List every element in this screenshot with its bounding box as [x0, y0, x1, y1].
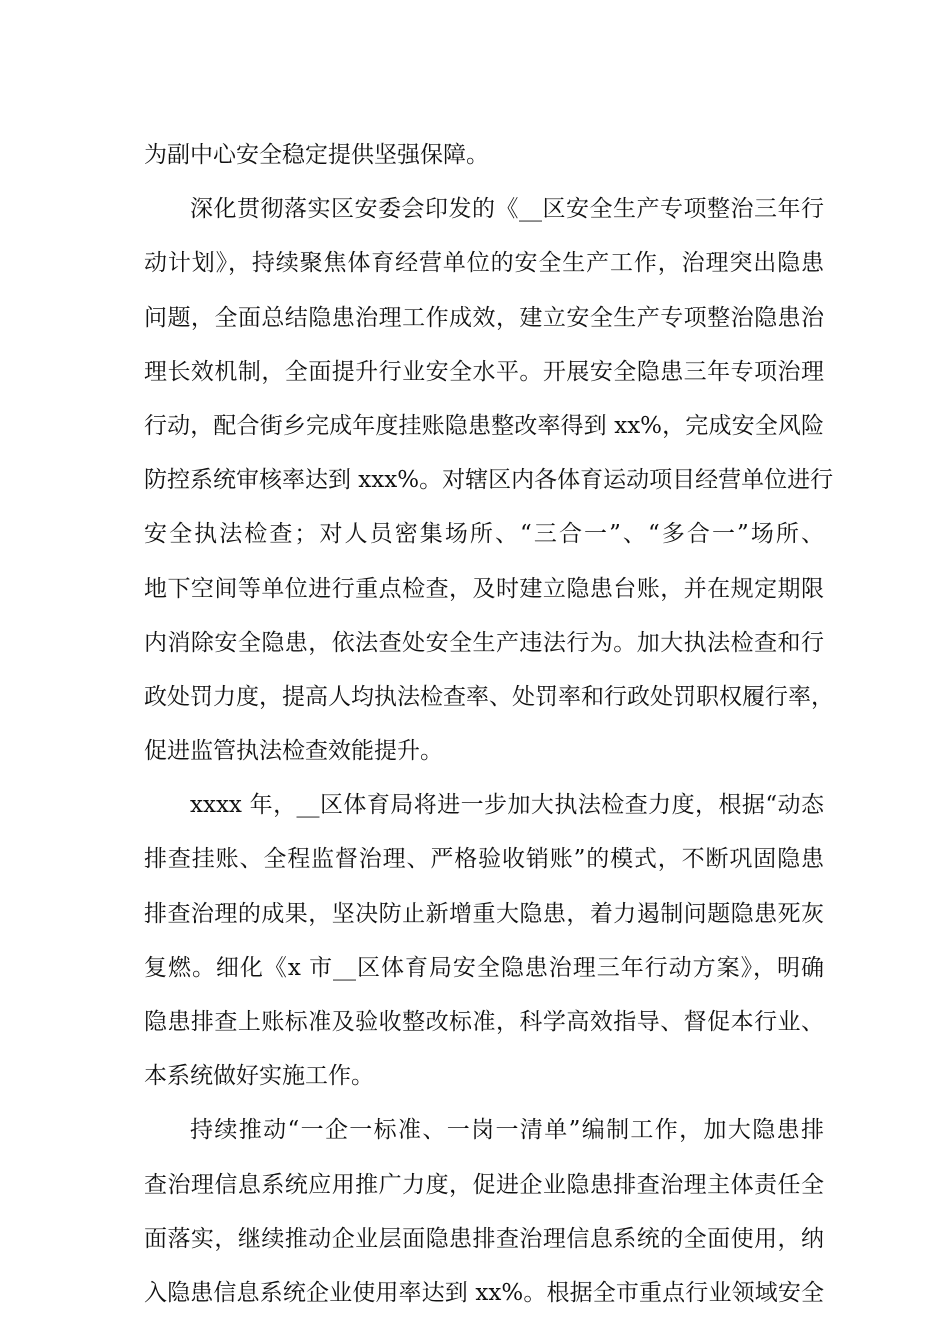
text-line: 入隐患信息系统企业使用率达到 xx%。根据全市重点行业领域安全 [144, 1279, 824, 1306]
text-line: 促进监管执法检查效能提升。 [144, 738, 443, 765]
paragraph-first-line: 持续推动“一企一标准、一岗一清单”编制工作，加大隐患排 [190, 1117, 824, 1144]
text-line: 为副中心安全稳定提供坚强保障。 [144, 142, 489, 168]
text-line: 理长效机制，全面提升行业安全水平。开展安全隐患三年专项治理 [144, 358, 824, 385]
text-line: 防控系统审核率达到 xxx%。对辖区内各体育运动项目经营单位进行 [144, 467, 834, 494]
paragraph-first-line: 深化贯彻落实区安委会印发的《__区安全生产专项整治三年行 [190, 196, 824, 223]
text-line: 面落实，继续推动企业层面隐患排查治理信息系统的全面使用，纳 [144, 1225, 824, 1252]
text-line: 地下空间等单位进行重点检查，及时建立隐患台账，并在规定期限 [144, 575, 824, 602]
text-line: 内消除安全隐患，依法查处安全生产违法行为。加大执法检查和行 [144, 629, 824, 656]
text-line: 动计划》，持续聚焦体育经营单位的安全生产工作，治理突出隐患 [144, 250, 824, 277]
document-body [144, 128, 834, 1320]
text-line: 安全执法检查；对人员密集场所、“三合一”、“多合一”场所、 [144, 521, 824, 548]
text-line: 排查挂账、全程监督治理、严格验收销账”的模式，不断巩固隐患 [144, 846, 824, 873]
text-line: 问题，全面总结隐患治理工作成效，建立安全生产专项整治隐患治 [144, 304, 824, 331]
text-line: 排查治理的成果，坚决防止新增重大隐患，着力遏制问题隐患死灰 [144, 900, 824, 927]
paragraph-first-line: xxxx 年，__区体育局将进一步加大执法检查力度，根据“动态 [190, 792, 824, 819]
text-line: 隐患排查上账标准及验收整改标准，科学高效指导、督促本行业、 [144, 1009, 824, 1035]
text-line: 本系统做好实施工作。 [144, 1063, 374, 1090]
text-line: 查治理信息系统应用推广力度，促进企业隐患排查治理主体责任全 [144, 1171, 824, 1198]
text-line: 政处罚力度，提高人均执法检查率、处罚率和行政处罚职权履行率， [144, 683, 834, 710]
text-line: 行动，配合街乡完成年度挂账隐患整改率得到 xx%，完成安全风险 [144, 412, 824, 439]
text-line: 复燃。细化《x 市__区体育局安全隐患治理三年行动方案》，明确 [144, 954, 824, 981]
